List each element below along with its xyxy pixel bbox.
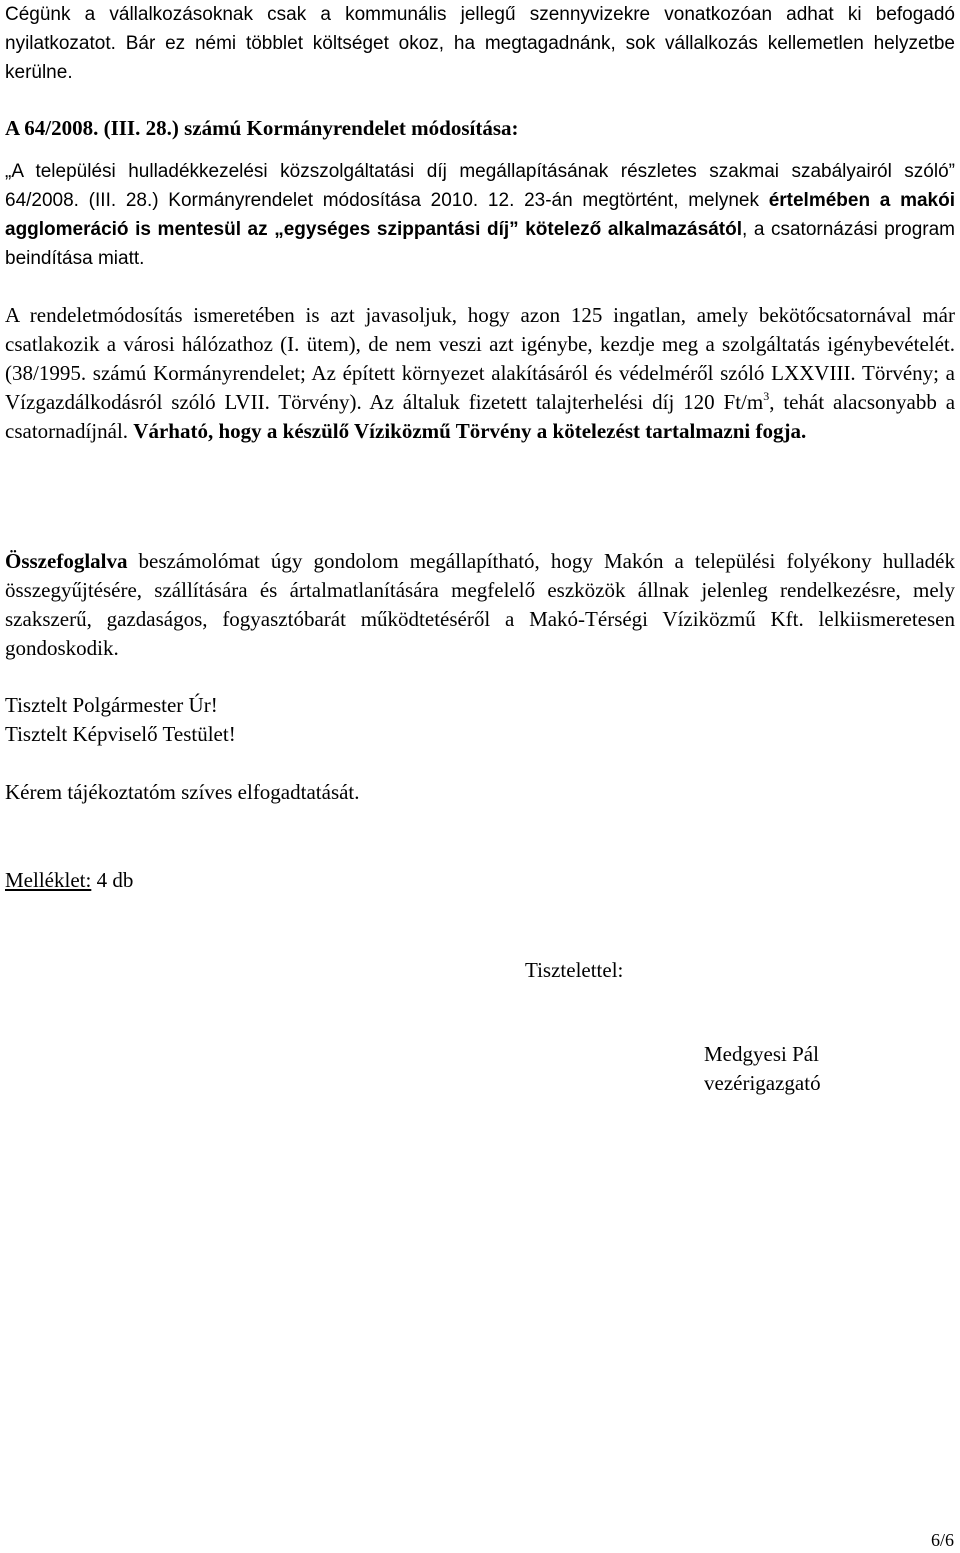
- request-text: Kérem tájékoztatóm szíves elfogadtatását.: [5, 780, 360, 804]
- salutation-council: [5, 720, 236, 749]
- recommendation-paragraph: [5, 301, 955, 446]
- salutation-mayor: [5, 691, 218, 720]
- signature-block: [704, 1040, 821, 1098]
- intro-text: Cégünk a vállalkozásoknak csak a kommunális jellegű szennyvizekre vonatkozóan adhat ki befogadó nyilatkozatot. Bár ez némi többlet költséget okoz, ha megtagadnánk, sok vállalkozás kellemetlen helyzetbe kerülne.: [5, 4, 955, 83]
- request-line: [5, 778, 360, 807]
- recommendation-text-cont: , tehát alacsonyabb a csatornadíjnál.: [5, 390, 956, 443]
- recommendation-bold-text: Várható, hogy a készülő Víziközmű Törvény a kötelezést tartalmazni fogja.: [133, 419, 807, 443]
- attachment-line: [5, 866, 133, 895]
- salutation-mayor-text: Tisztelt Polgármester Úr!: [5, 693, 218, 717]
- attachment-label: Melléklet:: [5, 868, 92, 892]
- amendment-paragraph: [5, 157, 955, 273]
- amendment-text-bold: értelmében a makói agglomeráció is mentesül az „egységes szippantási díj” kötelező alkalmazásától: [5, 190, 955, 240]
- summary-text: beszámolómat úgy gondolom megállapítható, hogy Makón a települési folyékony hulladék összegyűjtésére, szállítására és ártalmatlanítására megfelelő eszközök állnak jelenleg rendelkezésre, mely szakszerű, gazdaságos, fogyasztóbarát működtetéséről a Makó-Térségi Víziközmű Kft. lelkiismeretesen gondoskodik.: [5, 549, 955, 660]
- amendment-text-end: , a csatornázási program beindítása miatt.: [5, 219, 955, 269]
- signer-title: vezérigazgató: [704, 1071, 821, 1095]
- summary-lead: Összefoglalva: [5, 549, 128, 573]
- signer-name: Medgyesi Pál: [704, 1042, 819, 1066]
- amendment-heading: [5, 114, 519, 143]
- summary-paragraph: [5, 547, 955, 663]
- attachment-value: 4 db: [91, 868, 134, 892]
- intro-paragraph: [5, 0, 955, 87]
- amendment-text-start: „A települési hulladékkezelési közszolgáltatási díj megállapításának részletes szakmai szabályairól szóló” 64/2008. (III. 28.) Kormányrendelet módosítása 2010. 12. 23-án megtörtént, melynek: [5, 161, 955, 211]
- closing-line: [525, 956, 623, 985]
- closing-text: Tisztelettel:: [525, 958, 624, 982]
- recommendation-text: A rendeletmódosítás ismeretében is azt javasoljuk, hogy azon 125 ingatlan, amely bekötőcsatornával már csatlakozik a városi hálózathoz (I. ütem), de nem veszi azt igénybe, kezdje meg a szolgáltatás igénybevételét. (38/1995. számú Kormányrendelet; Az épített környezet alakításáról és védelméről szóló LXXVIII. Törvény; a Vízgazdálkodásról szóló LVII. Törvény). Az általuk fizetett talajterhelési díj 120 Ft/m: [5, 303, 955, 414]
- amendment-heading-text: A 64/2008. (III. 28.) számú Kormányrendelet módosítása:: [5, 116, 519, 140]
- salutation-council-text: Tisztelt Képviselő Testület!: [5, 722, 236, 746]
- cubic-superscript: 3: [763, 389, 770, 403]
- page-number: 6/6: [930, 1530, 954, 1550]
